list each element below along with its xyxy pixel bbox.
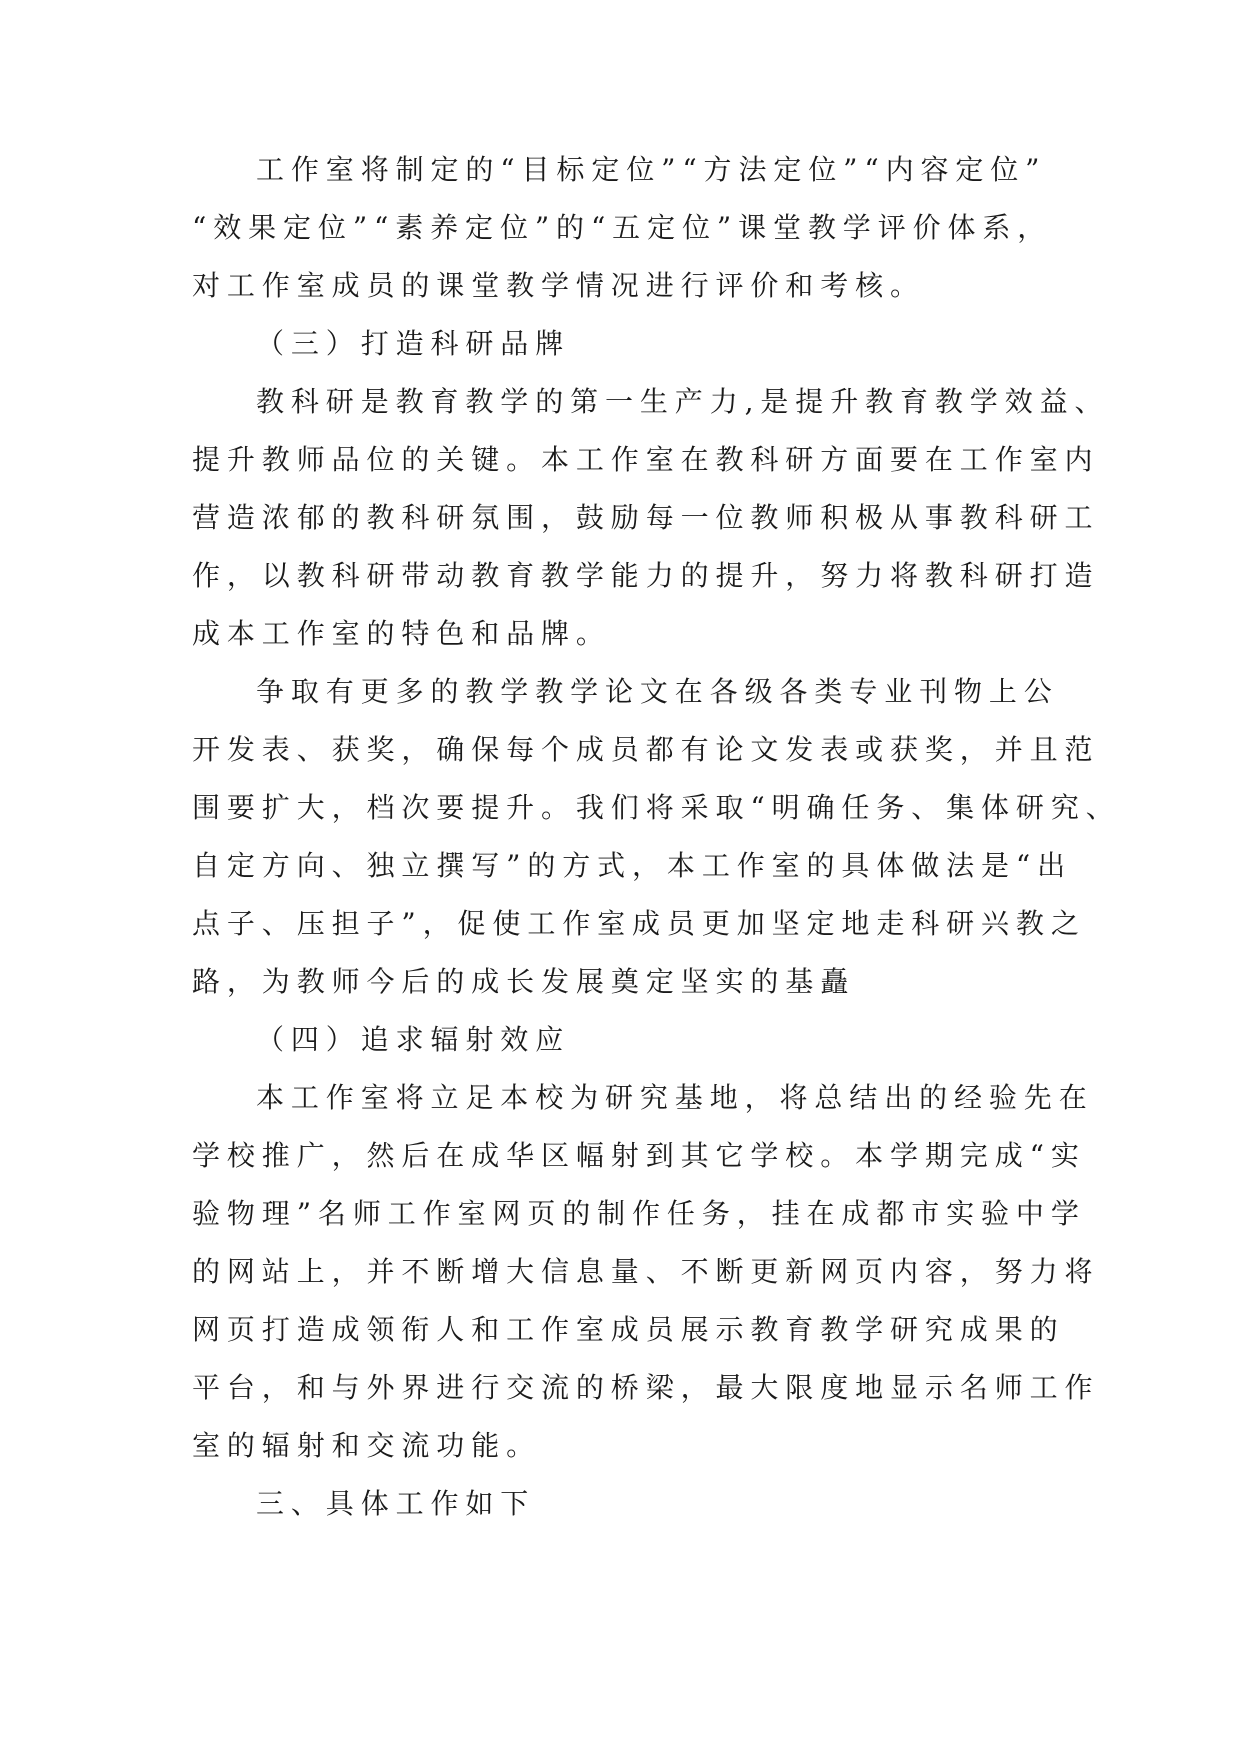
paragraph-line: 作，以教科研带动教育教学能力的提升，努力将教科研打造 [192,559,1100,592]
paragraph-line: 工作室将制定的“目标定位”“方法定位”“内容定位” [256,153,1047,186]
paragraph-line: 自定方向、独立撰写”的方式，本工作室的具体做法是“出 [192,849,1073,882]
paragraph-line: 学校推广，然后在成华区幅射到其它学校。本学期完成“实 [192,1139,1086,1172]
paragraph-line: 平台，和与外界进行交流的桥梁，最大限度地显示名师工作 [192,1371,1100,1404]
paragraph-line: “效果定位”“素养定位”的“五定位”课堂教学评价体系， [192,211,1053,244]
paragraph-line: 的网站上，并不断增大信息量、不断更新网页内容，努力将 [192,1255,1100,1288]
section-heading: 三、具体工作如下 [256,1487,536,1520]
paragraph-line: 室的辐射和交流功能。 [192,1429,542,1462]
paragraph-line: 营造浓郁的教科研氛围，鼓励每一位教师积极从事教科研工 [192,501,1100,534]
section-heading: （三）打造科研品牌 [256,327,571,360]
paragraph-line: 开发表、获奖，确保每个成员都有论文发表或获奖，并且范 [192,733,1100,766]
paragraph-line: 点子、压担子”，促使工作室成员更加坚定地走科研兴教之 [192,907,1086,940]
paragraph-line: 提升教师品位的关键。本工作室在教科研方面要在工作室内 [192,443,1100,476]
paragraph-line: 验物理”名师工作室网页的制作任务，挂在成都市实验中学 [192,1197,1086,1230]
paragraph-line: 路，为教师今后的成长发展奠定坚实的基矗 [192,965,856,998]
paragraph-line: 争取有更多的教学教学论文在各级各类专业刊物上公 [256,675,1059,708]
paragraph-line: 教科研是教育教学的第一生产力,是提升教育教学效益、 [256,385,1110,418]
paragraph-line: 成本工作室的特色和品牌。 [192,617,611,650]
paragraph-line: 网页打造成领衔人和工作室成员展示教育教学研究成果的 [192,1313,1065,1346]
section-heading: （四）追求辐射效应 [256,1023,571,1056]
paragraph-line: 围要扩大，档次要提升。我们将采取“明确任务、集体研究、 [192,791,1121,824]
paragraph-line: 对工作室成员的课堂教学情况进行评价和考核。 [192,269,925,302]
paragraph-line: 本工作室将立足本校为研究基地，将总结出的经验先在 [256,1081,1094,1114]
